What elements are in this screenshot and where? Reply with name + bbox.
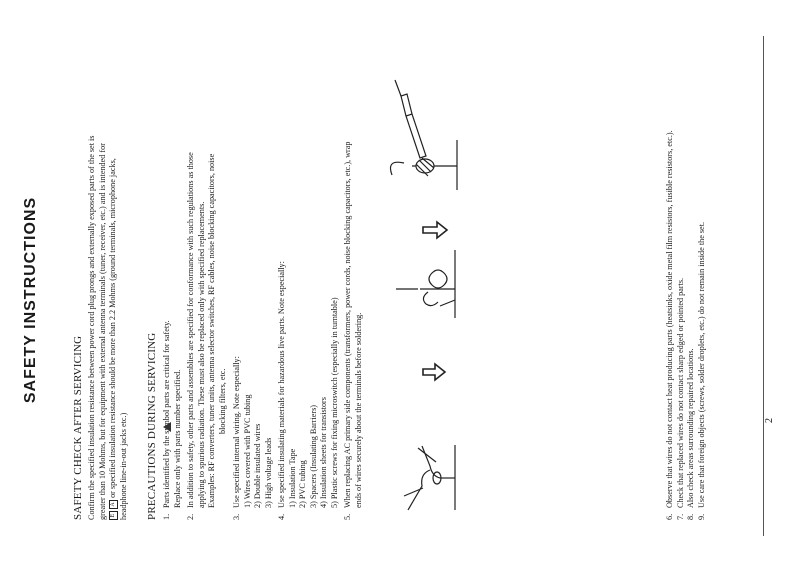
ground-symbol-icon: E — [109, 511, 118, 520]
safety-check-heading: SAFETY CHECK AFTER SERVICING — [72, 335, 84, 520]
safety-check-line: headphone line-in-out jacks etc.) — [118, 412, 128, 520]
precaution-item-4: 4.Use specified insulating materials for hazardous live parts. Note especially: 1) Insulation Tape 2) PVC tubing 3) Spacers (Insulating Barriers) 4) Insulation sheets for transistors 5) Plastic screws for fixing microswitch (especially in turntable) — [277, 261, 339, 520]
precaution-item-3: 3.Use specified internal wiring. Note especially: 1) Wires covered with PVC tubing 2) Double insulated wires 3) High voltage leads — [232, 356, 273, 520]
up-arrow-icon — [423, 222, 447, 238]
precaution-item-5: 5.When replacing AC primary side components (transformers, power cords, noise blocking capacitors, etc.), wrap ends of wires securely about the terminals before soldering. — [343, 141, 363, 520]
up-arrow-icon — [423, 364, 445, 380]
safety-check-line: greater than 10 Mohms, but for equipment with external antenna terminals (tuner, receiver, etc.) and is intended for — [97, 143, 107, 520]
precautions-heading: PRECAUTIONS DURING SERVICING — [146, 332, 158, 520]
precaution-item-6: 6.Observe that wires do not contact heat producing parts (heatsinks, oxide metal film resistors, fusible resistors, etc.). — [665, 130, 674, 520]
wire-hook-figure — [404, 445, 455, 510]
precaution-item-8: 8.Also check areas surrounding repaired locations. — [686, 348, 695, 520]
antenna-symbol-icon: A — [109, 500, 118, 509]
margin-rule — [763, 36, 764, 536]
soldering-figure — [391, 80, 458, 190]
safety-check-line: Confirm the specified insulation resistance between power cord plug prongs and externally exposed parts of the set is — [87, 135, 96, 520]
precaution-item-7: 7.Check that replaced wires do not contact sharp edged or pointed parts. — [675, 277, 685, 520]
precaution-item-9: 9.Use care that foreign objects (screws, solder droplets, etc.) do not remain inside the set. — [696, 221, 706, 520]
page-number: 2 — [764, 418, 775, 423]
manual-page: SAFETY INSTRUCTIONS SAFETY CHECK AFTER SERVICING Confirm the specified insulation resistance between power cord plug prongs and externally exposed parts of the set is greater than 10 Mohms, but for equipment with external antenna terminals (tuner, receiver, etc.) and is intended for E A or specified insulation resistance should be more than 2.2 Mohms (ground terminals, microphone jacks, headphone line-in-out jacks etc.) PRECAUTIONS DURING SERVICING 1.Parts identified by the symbol parts are critical for safety. Replace only with parts number specified. 2.In addition to safety, other parts and assemblies are specified for conformance with such regulations as those applying to spurious radiation. These must also be replaced only with specified replacements. Examples: RF converters, tuner units, antenna selector switches, RF cables, noise blocking capacitors, noise blocking filters, etc. 3.Use specified internal wiring. Note especially: 1) Wires covered with PVC tubing 2) Double insulated wires 3) High voltage leads 4.Use specified insulating materials for hazardous live parts. Note especially: 1) Insulation Tape 2) PVC tubing 3) Spacers (Insulating Barriers) 4) Insulation sheets for transistors 5) Plastic screws for fixing microswitch (especially in turntable) 5.When replacing AC primary side components (transformers, power cords, noise blocking capacitors, etc.), wrap ends of wires securely about the terminals before soldering. 6.Observe that wires do not contact heat producing parts (heatsinks, oxide metal film resistors, fusible resistors, etc.). 7.Check that replaced wires do not contact sharp edged or pointed parts. 8.Also check areas surrounding repaired locations. 9.Use care that foreign objects (screws, solder droplets, etc.) do not remain inside the set. 2 — [0, 0, 793, 562]
safety-check-line: E A or specified insulation resistance should be more than 2.2 Mohms (ground terminals, microphone jacks, — [108, 136, 119, 520]
precaution-item-2: 2.In addition to safety, other parts and assemblies are specified for conformance with such regulations as those applying to spurious radiation. These must also be replaced only with specified replacements. Examples: RF converters, tuner units, antenna selector switches, RF cables, noise blocking capacitors, noise blocking filters, etc. — [186, 152, 227, 520]
precaution-item-1: 1.Parts identified by the symbol parts are critical for safety. Replace only with parts number specified. — [162, 320, 182, 520]
wire-wrap-figure — [396, 250, 455, 318]
